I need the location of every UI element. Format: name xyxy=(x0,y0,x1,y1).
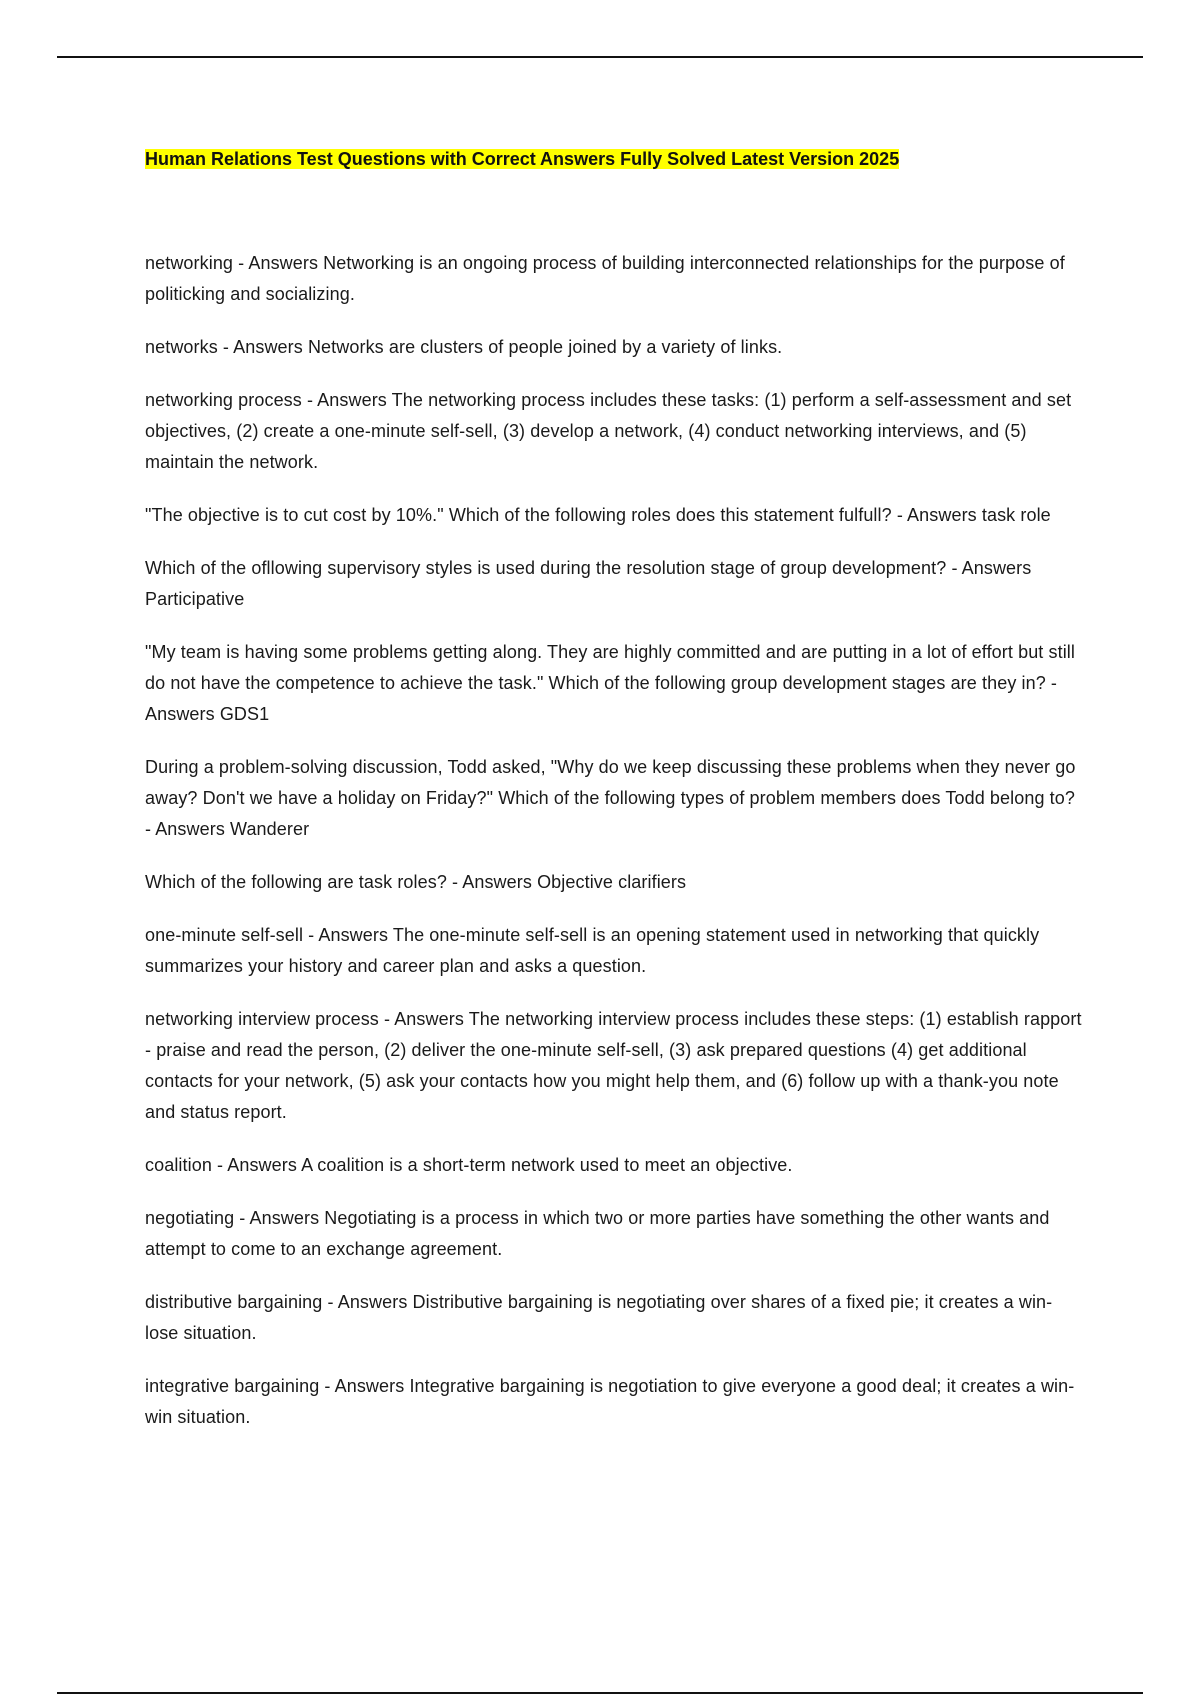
qa-item: Which of the ofllowing supervisory styles is used during the resolution stage of group development? - Answers Participative xyxy=(145,558,1032,609)
bottom-rule xyxy=(57,1692,1143,1694)
qa-item: networking process - Answers The networking process includes these tasks: (1) perform a self-assessment and set objectives, (2) create a one-minute self-sell, (3) develop a network, (4) conduct networking interviews, and (5) maintain the network. xyxy=(145,390,1072,472)
qa-item: networks - Answers Networks are clusters of people joined by a variety of links. xyxy=(145,337,783,357)
qa-item: During a problem-solving discussion, Todd asked, "Why do we keep discussing these problems when they never go away? Don't we have a holiday on Friday?" Which of the following types of problem members does Todd belong to? - Answers Wanderer xyxy=(145,757,1076,839)
top-rule xyxy=(57,56,1143,58)
qa-item: integrative bargaining - Answers Integrative bargaining is negotiation to give everyone a good deal; it creates a win-win situation. xyxy=(145,1376,1075,1427)
document-title: Human Relations Test Questions with Correct Answers Fully Solved Latest Version 2025 xyxy=(145,149,900,169)
qa-item: distributive bargaining - Answers Distributive bargaining is negotiating over shares of a fixed pie; it creates a win-lose situation. xyxy=(145,1292,1053,1343)
qa-item: one-minute self-sell - Answers The one-minute self-sell is an opening statement used in networking that quickly summarizes your history and career plan and asks a question. xyxy=(145,925,1040,976)
qa-list xyxy=(145,248,1083,1455)
qa-item: "The objective is to cut cost by 10%." Which of the following roles does this statement fulfull? - Answers task role xyxy=(145,505,1051,525)
qa-item: networking interview process - Answers The networking interview process includes these steps: (1) establish rapport - praise and read the person, (2) deliver the one-minute self-sell, (3) ask prepared questions (4) get additional contacts for your network, (5) ask your contacts how you might help them, and (6) follow up with a thank-you note and status report. xyxy=(145,1009,1082,1122)
qa-item: negotiating - Answers Negotiating is a process in which two or more parties have something the other wants and attempt to come to an exchange agreement. xyxy=(145,1208,1050,1259)
qa-item: "My team is having some problems getting along. They are highly committed and are putting in a lot of effort but still do not have the competence to achieve the task." Which of the following group development stages are they in? - Answers GDS1 xyxy=(145,642,1076,724)
qa-item: networking - Answers Networking is an ongoing process of building interconnected relationships for the purpose of politicking and socializing. xyxy=(145,253,1065,304)
qa-item: coalition - Answers A coalition is a short-term network used to meet an objective. xyxy=(145,1155,793,1175)
qa-item: Which of the following are task roles? - Answers Objective clarifiers xyxy=(145,872,687,892)
title-block xyxy=(145,145,1105,173)
